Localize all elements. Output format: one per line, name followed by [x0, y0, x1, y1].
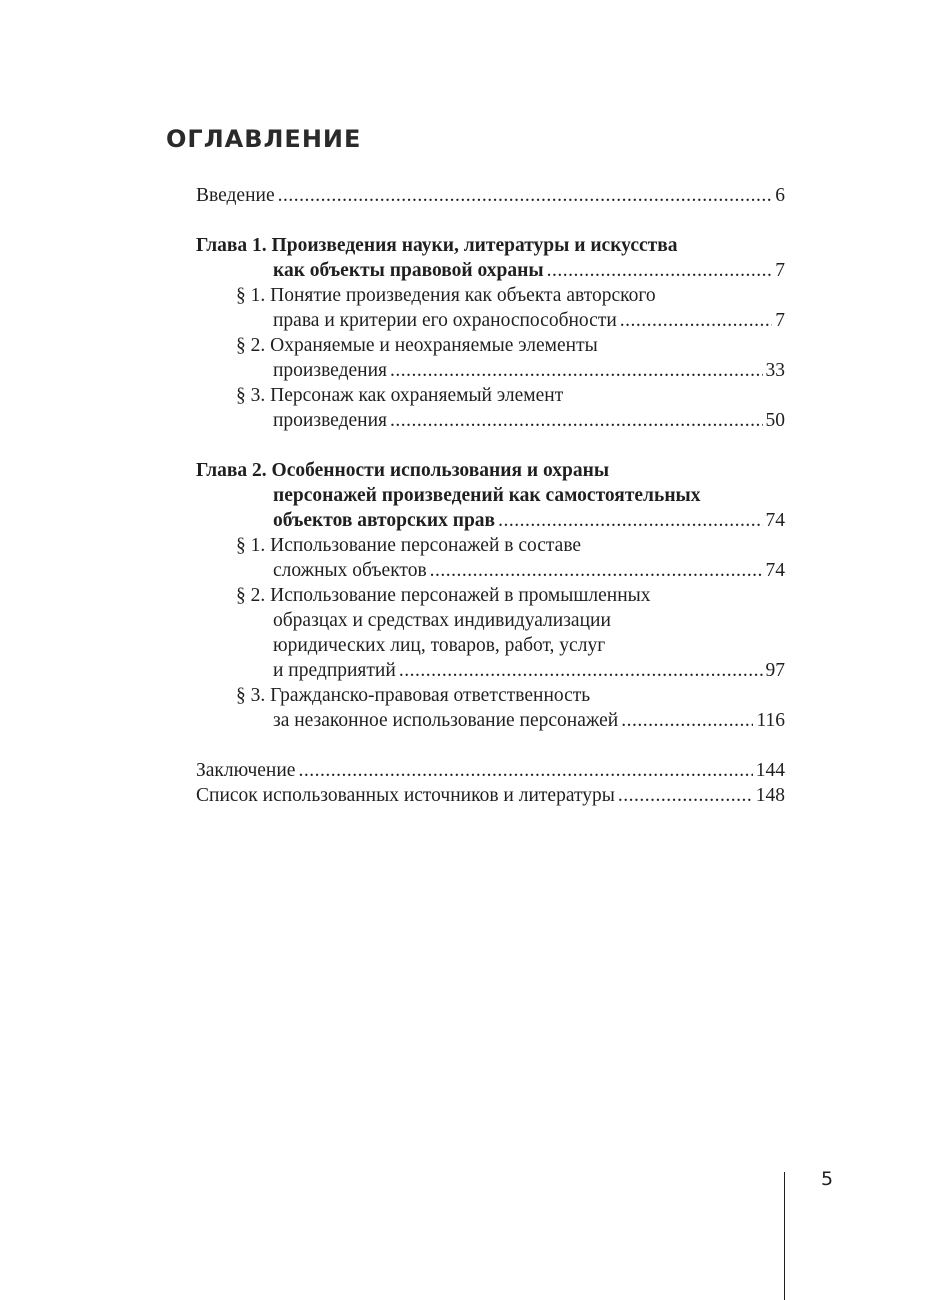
toc-page-number: 97 — [765, 660, 785, 681]
dot-leader — [620, 308, 772, 333]
dot-leader — [399, 658, 763, 683]
toc-entry-text: Глава 1. Произведения науки, литературы и искусства — [196, 235, 678, 256]
margin-rule — [784, 1172, 785, 1300]
toc-entry-text: сложных объектов — [273, 560, 427, 581]
toc-page-number: 144 — [755, 760, 785, 781]
toc-page-number: 74 — [765, 560, 785, 581]
toc-entry-introduction[interactable] — [196, 183, 785, 208]
toc-entry-chapter-2[interactable] — [196, 458, 785, 533]
toc-entry-text: юридических лиц, товаров, работ, услуг — [273, 635, 606, 656]
table-of-contents — [196, 183, 785, 808]
toc-entry-text: произведения — [273, 410, 387, 431]
dot-leader — [547, 258, 773, 283]
toc-entry-ch1-section-1[interactable] — [196, 283, 785, 333]
toc-page-number: 7 — [775, 310, 785, 331]
toc-block-chapter-1 — [196, 233, 785, 433]
toc-entry-text: § 2. Использование персонажей в промышленных — [236, 585, 651, 606]
dot-leader — [298, 758, 752, 783]
toc-page-number: 6 — [775, 185, 785, 206]
toc-entry-text: объектов авторских прав — [273, 510, 496, 531]
toc-entry-text: Заключение — [196, 760, 296, 781]
toc-entry-ch2-section-2[interactable] — [196, 583, 785, 683]
toc-entry-text: Введение — [196, 185, 275, 206]
dot-leader — [390, 408, 763, 433]
toc-entry-text: Список использованных источников и литературы — [196, 785, 615, 806]
dot-leader — [618, 783, 753, 808]
toc-entry-text: § 2. Охраняемые и неохраняемые элементы — [236, 335, 598, 356]
toc-page-number: 33 — [765, 360, 785, 381]
toc-entry-text: § 3. Гражданско-правовая ответственность — [236, 685, 591, 706]
toc-block-intro — [196, 183, 785, 208]
toc-page-number: 74 — [765, 510, 785, 531]
toc-entry-bibliography[interactable] — [196, 783, 785, 808]
toc-entry-chapter-1[interactable] — [196, 233, 785, 283]
dot-leader — [390, 358, 763, 383]
toc-entry-conclusion[interactable] — [196, 758, 785, 783]
toc-entry-text: персонажей произведений как самостоятельных — [273, 485, 701, 506]
toc-page-number: 148 — [755, 785, 785, 806]
folio-page-number: 5 — [821, 1168, 834, 1190]
toc-entry-text: Глава 2. Особенности использования и охраны — [196, 460, 610, 481]
toc-entry-ch2-section-1[interactable] — [196, 533, 785, 583]
toc-entry-text: § 1. Понятие произведения как объекта авторского — [236, 285, 656, 306]
page-title: ОГЛАВЛЕНИЕ — [166, 125, 362, 153]
toc-page-number: 7 — [775, 260, 785, 281]
toc-entry-ch1-section-2[interactable] — [196, 333, 785, 383]
toc-entry-text: образцах и средствах индивидуализации — [273, 610, 611, 631]
toc-block-chapter-2 — [196, 458, 785, 733]
toc-entry-text: права и критерии его охраноспособности — [273, 310, 617, 331]
dot-leader — [498, 508, 762, 533]
toc-entry-text: за незаконное использование персонажей — [273, 710, 619, 731]
toc-entry-text: § 3. Персонаж как охраняемый элемент — [236, 385, 564, 406]
toc-entry-text: произведения — [273, 360, 387, 381]
toc-page-number: 50 — [765, 410, 785, 431]
toc-entry-ch2-section-3[interactable] — [196, 683, 785, 733]
toc-page-number: 116 — [756, 710, 785, 731]
toc-block-end-matter — [196, 758, 785, 808]
dot-leader — [278, 183, 773, 208]
dot-leader — [621, 708, 753, 733]
dot-leader — [430, 558, 763, 583]
toc-entry-text: и предприятий — [273, 660, 396, 681]
toc-entry-text: как объекты правовой охраны — [273, 260, 544, 281]
toc-entry-ch1-section-3[interactable] — [196, 383, 785, 433]
toc-entry-text: § 1. Использование персонажей в составе — [236, 535, 582, 556]
